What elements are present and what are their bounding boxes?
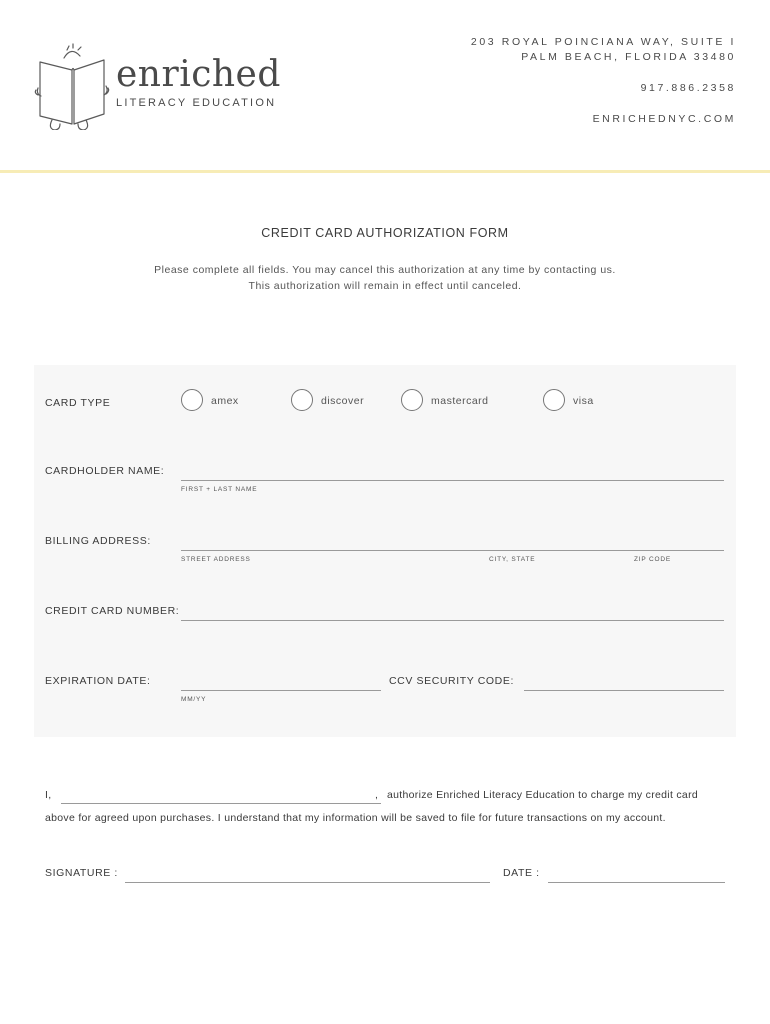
cardholder-name-label: CARDHOLDER NAME:	[45, 465, 165, 477]
radio-mastercard-label: mastercard	[431, 395, 489, 407]
signature-underline	[125, 882, 490, 883]
date-input[interactable]	[548, 862, 725, 882]
intro-line-1: Please complete all fields. You may cancel this authorization at any time by contacting us.	[154, 264, 616, 276]
authorizer-name-underline	[61, 803, 381, 804]
billing-city-hint: CITY, STATE	[489, 556, 536, 563]
cardholder-name-underline	[181, 480, 724, 481]
phone-number: 917.886.2358	[640, 82, 736, 94]
expiration-date-hint: MM/YY	[181, 696, 207, 703]
card-number-label: CREDIT CARD NUMBER:	[45, 605, 180, 617]
expiration-date-label: EXPIRATION DATE:	[45, 675, 151, 687]
website-link[interactable]: ENRICHEDNYC.COM	[592, 113, 736, 125]
header-divider	[0, 170, 770, 173]
card-number-input[interactable]	[181, 600, 724, 620]
billing-address-input[interactable]	[181, 530, 724, 550]
authorizer-name-input[interactable]	[61, 783, 381, 803]
cardholder-name-input[interactable]	[181, 460, 724, 480]
address-line-2: PALM BEACH, FLORIDA 33480	[521, 51, 736, 63]
radio-mastercard[interactable]	[401, 389, 423, 411]
radio-visa[interactable]	[543, 389, 565, 411]
intro-line-2: This authorization will remain in effect until canceled.	[248, 280, 522, 292]
logo-tagline: LITERACY EDUCATION	[116, 97, 277, 109]
card-number-underline	[181, 620, 724, 621]
radio-visa-label: visa	[573, 395, 594, 407]
logo-reader-icon	[34, 40, 114, 130]
signature-input[interactable]	[125, 862, 490, 882]
card-type-label: CARD TYPE	[45, 397, 111, 409]
logo-wordmark: enriched	[116, 54, 281, 95]
authorization-text-line-2: above for agreed upon purchases. I understand that my information will be saved to file for future transactions on my account.	[45, 812, 666, 824]
signature-label: SIGNATURE :	[45, 867, 118, 879]
radio-discover-label: discover	[321, 395, 365, 407]
expiration-date-underline	[181, 690, 381, 691]
radio-discover[interactable]	[291, 389, 313, 411]
billing-street-hint: STREET ADDRESS	[181, 556, 251, 563]
address-line-1: 203 ROYAL POINCIANA WAY, SUITE I	[470, 36, 736, 48]
billing-zip-hint: ZIP CODE	[634, 556, 671, 563]
ccv-underline	[524, 690, 724, 691]
authorization-comma: ,	[375, 789, 379, 801]
authorization-prefix: I,	[45, 789, 52, 801]
radio-amex[interactable]	[181, 389, 203, 411]
ccv-input[interactable]	[524, 670, 724, 690]
ccv-label: CCV SECURITY CODE:	[389, 675, 514, 687]
expiration-date-input[interactable]	[181, 670, 381, 690]
billing-address-label: BILLING ADDRESS:	[45, 535, 151, 547]
billing-address-underline	[181, 550, 724, 551]
cardholder-name-hint: FIRST + LAST NAME	[181, 486, 258, 493]
date-label: DATE :	[503, 867, 540, 879]
radio-amex-label: amex	[211, 395, 239, 407]
authorization-text-line-1: authorize Enriched Literacy Education to charge my credit card	[387, 789, 698, 801]
date-underline	[548, 882, 725, 883]
form-title: CREDIT CARD AUTHORIZATION FORM	[261, 226, 509, 240]
